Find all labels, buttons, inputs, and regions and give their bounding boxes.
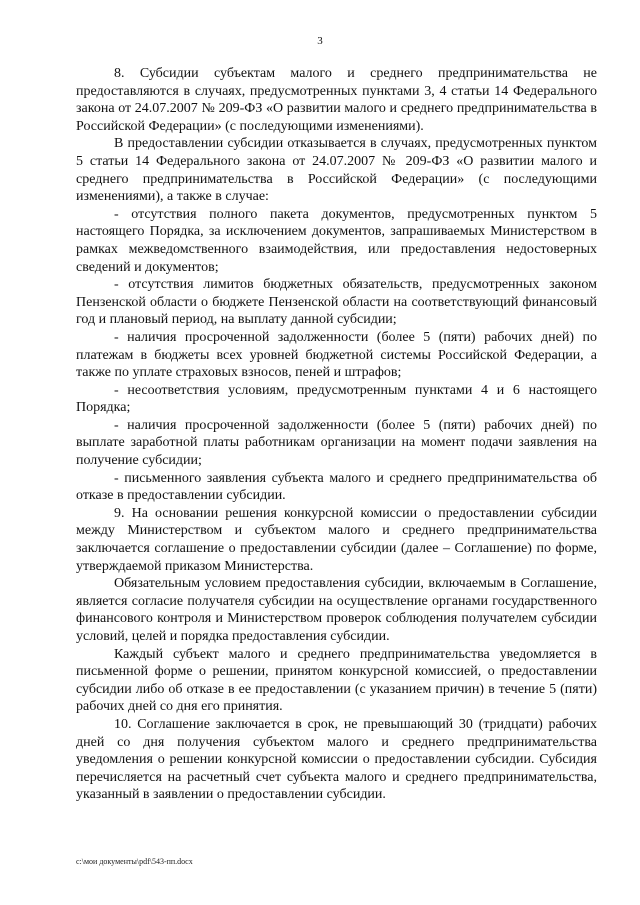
paragraph-refusal-intro: В предоставлении субсидии отказывается в случаях, предусмотренных пунктом 5 статьи 14 Федерального закона от 24.07.2007 № 209-ФЗ «О развитии малого и среднего предпринимательства в Российской Федерации» (с последующими изменениями), а также в случае: xyxy=(76,136,597,205)
list-item-wage-arrears: - наличия просроченной задолженности (более 5 (пяти) рабочих дней) по выплате заработной платы работникам организации на момент подачи заявления на получение субсидии; xyxy=(76,417,597,469)
paragraph-notification: Каждый субъект малого и среднего предпринимательства уведомляется в письменной форме о решении, принятом конкурсной комиссией, о предоставлении субсидии либо об отказе в ее предоставлении (с указанием причин) в течение 5 (пяти) рабочих дней со дня его принятия. xyxy=(76,646,597,715)
document-body xyxy=(76,65,597,804)
list-item-tax-arrears: - наличия просроченной задолженности (более 5 (пяти) рабочих дней) по платежам в бюджеты всех уровней бюджетной системы Российской Федерации, а также по уплате страховых взносов, пеней и штрафов; xyxy=(76,329,597,381)
list-item-budget-limits: - отсутствия лимитов бюджетных обязательств, предусмотренных законом Пензенской области о бюджете Пензенской области на соответствующий финансовый год и плановый период, на выплату данной субсидии; xyxy=(76,277,597,328)
page-number: 3 xyxy=(317,35,323,47)
paragraph-mandatory-condition: Обязательным условием предоставления субсидии, включаемым в Соглашение, является согласие получателя субсидии на осуществление органами государственного финансового контроля и Министерством проверок соблюдения получателем субсидии условий, целей и порядка предоставления субсидии. xyxy=(76,576,597,644)
list-item-nonconformity: - несоответствия условиям, предусмотренным пунктами 4 и 6 настоящего Порядка; xyxy=(76,382,597,416)
footer-file-path: c:\мои документы\pdf\543-пп.docx xyxy=(76,857,193,866)
list-item-documents: - отсутствия полного пакета документов, предусмотренных пунктом 5 настоящего Порядка, за исключением документов, запрашиваемых Министерством в рамках межведомственного взаимодействия, или предоставления недостоверных сведений и документов; xyxy=(76,206,597,275)
paragraph-10: 10. Соглашение заключается в срок, не превышающий 30 (тридцати) рабочих дней со дня получения субъектом малого и среднего предпринимательства уведомления о решении конкурсной комиссии о предоставлении субсидии. Субсидия перечисляется на расчетный счет субъекта малого и среднего предпринимательства, указанный в заявлении о предоставлении субсидии. xyxy=(76,716,597,803)
list-item-written-refusal: - письменного заявления субъекта малого и среднего предпринимательства об отказе в предоставлении субсидии. xyxy=(76,470,597,504)
paragraph-8: 8. Субсидии субъектам малого и среднего предпринимательства не предоставляются в случаях, предусмотренных пунктами 3, 4 статьи 14 Федерального закона от 24.07.2007 № 209-ФЗ «О развитии малого и среднего предпринимательства в Российской Федерации» (с последующими изменениями). xyxy=(76,66,597,134)
paragraph-9: 9. На основании решения конкурсной комиссии о предоставлении субсидии между Министерством и субъектом малого и среднего предпринимательства заключается соглашение о предоставлении субсидии (далее – Соглашение) по форме, утверждаемой приказом Министерства. xyxy=(76,505,597,574)
